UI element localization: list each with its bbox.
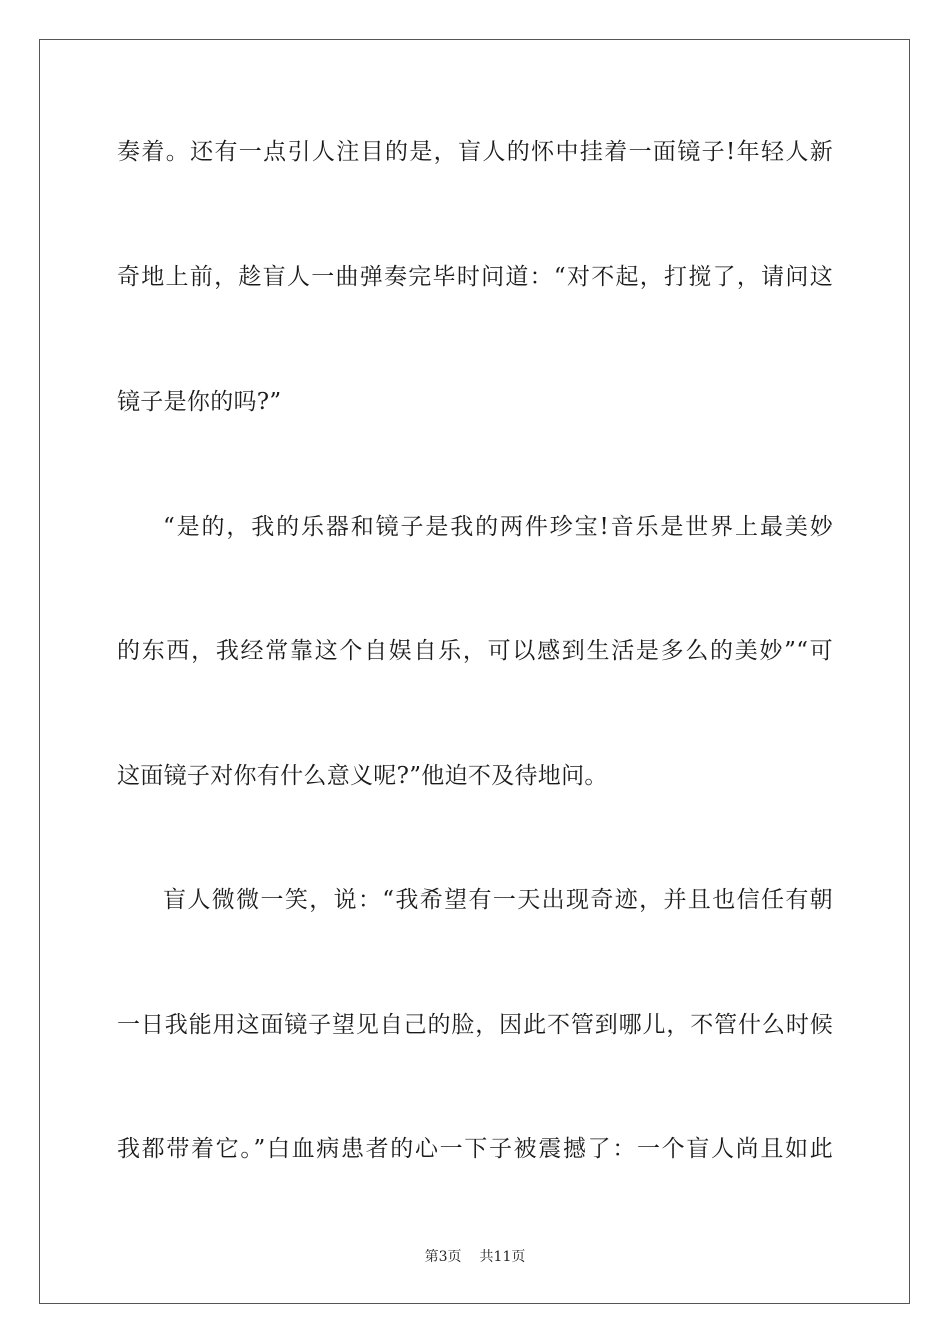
paragraph-line: 奇地上前，趁盲人一曲弹奏完毕时问道：“对不起，打搅了，请问这: [117, 264, 833, 290]
page-border: [39, 39, 910, 1304]
page-footer: [0, 1248, 950, 1266]
paragraph-line: 奏着。还有一点引人注目的是，盲人的怀中挂着一面镜子!年轻人新: [117, 139, 833, 165]
paragraph-line: 我都带着它。”白血病患者的心一下子被震撼了：一个盲人尚且如此: [117, 1136, 833, 1162]
paragraph-line: 的东西，我经常靠这个自娱自乐，可以感到生活是多么的美妙”“可: [117, 638, 833, 664]
page-number: 第3页: [424, 1249, 462, 1265]
paragraph-line: “是的，我的乐器和镜子是我的两件珍宝!音乐是世界上最美妙: [163, 514, 833, 540]
paragraph-line: 镜子是你的吗?”: [117, 389, 282, 415]
total-pages: 共11页: [479, 1249, 526, 1265]
paragraph-line: 一日我能用这面镜子望见自己的脸，因此不管到哪儿，不管什么时候: [117, 1012, 833, 1038]
paragraph-line: 盲人微微一笑，说：“我希望有一天出现奇迹，并且也信任有朝: [163, 887, 833, 913]
paragraph-line: 这面镜子对你有什么意义呢?”他迫不及待地问。: [117, 763, 608, 789]
